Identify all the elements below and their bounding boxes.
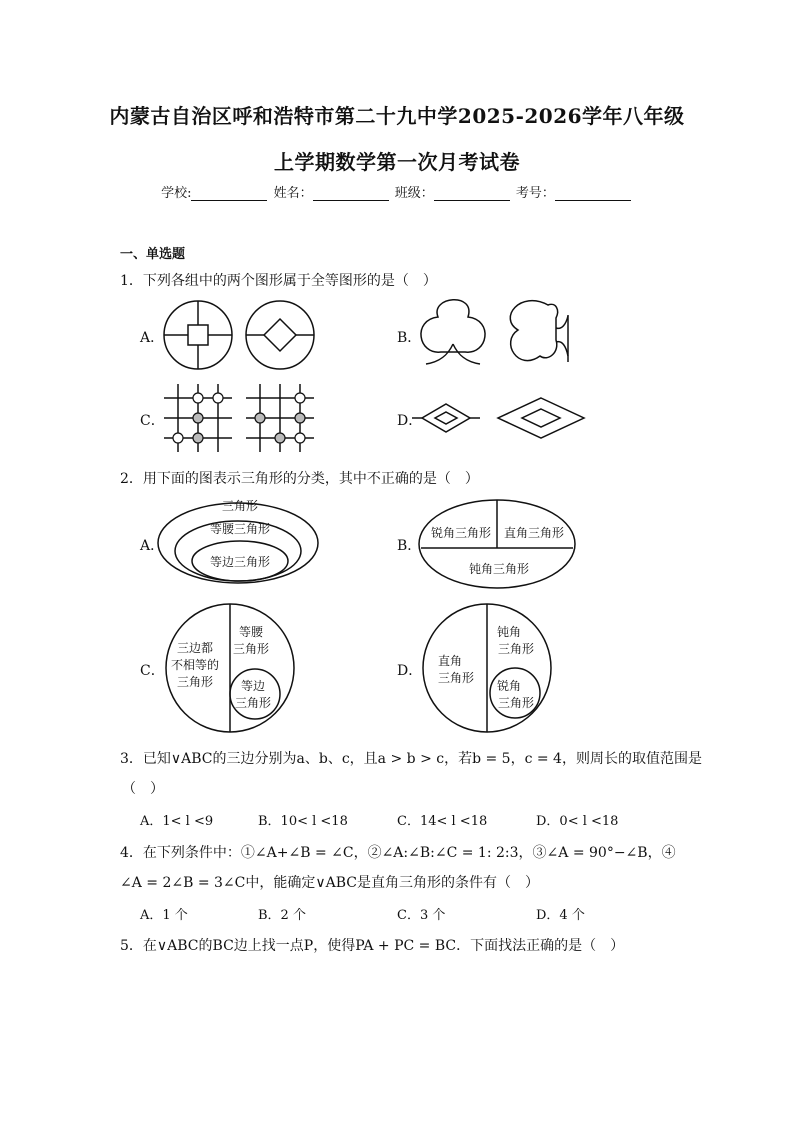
question-4-stem-line1: 4．在下列条件中：①∠A+∠B = ∠C，②∠A:∠B:∠C = 1: 2:3，③∠A = 90°−∠B，④ [120,845,676,861]
q4-option-d[interactable]: D．4 个 [536,908,585,923]
q2-c-text: 三边都 [176,641,214,655]
q1-c-gray-dot [193,433,203,443]
q1-c-gray-dot [255,413,265,423]
q3-option-a[interactable]: A．1< l <9 [140,814,214,829]
q2-d-text: 三角形 [497,696,535,710]
q1-option-b-label[interactable]: B． [397,330,422,346]
exam-number-label: 考号： [515,186,555,201]
q1-c-gray-dot [295,413,305,423]
name-label: 姓名： [273,186,313,201]
exam-title-line1: 内蒙古自治区呼和浩特市第二十九中学2025-2026学年八年级 [109,104,685,128]
q2-option-c-label[interactable]: C． [140,663,165,679]
q2-d-text: 锐角 [496,679,522,693]
q4-option-a[interactable]: A．1 个 [140,908,188,923]
q2-d-text: 直角 [437,654,463,668]
q2-c-text: 不相等的 [170,658,220,672]
school-label: 学校: [161,186,192,201]
q1-c-white-dot [295,393,305,403]
q2-option-a-label[interactable]: A． [140,538,165,554]
q3-option-d[interactable]: D．0< l <18 [536,814,619,829]
q2-d-text: 钝角 [496,625,522,639]
q1-c-white-dot [173,433,183,443]
q1-b-rotated-clover-figure [510,301,568,362]
question-3-stem: 3．已知∨ABC的三边分别为a、b、c，且a > b > c，若b = 5，c = 4，则周长的取值范围是 [120,751,702,767]
exam-title-line2: 上学期数学第一次月考试卷 [274,150,520,174]
q1-b-clover-figure [421,300,485,364]
class-label: 班级： [394,186,434,201]
q2-d-text: 三角形 [497,642,535,656]
q1-a-circle-diamond-figure [246,301,314,369]
q2-a-outer-ellipse [158,503,318,583]
q2-c-inner-circle [230,669,280,719]
question-2-stem: 2．用下面的图表示三角形的分类，其中不正确的是（ ） [120,471,479,487]
q1-c-white-dot [295,433,305,443]
question-1-stem: 1．下列各组中的两个图形属于全等图形的是（ ） [120,273,437,289]
q2-a-text: 三角形 [221,499,259,513]
section-title: 一、单选题 [120,247,186,262]
q2-c-text: 三角形 [234,696,272,710]
q1-option-d-label[interactable]: D． [397,413,423,429]
q4-option-c[interactable]: C．3 个 [397,908,446,923]
q1-d-large-diamond-figure [498,398,584,438]
q2-b-text: 钝角三角形 [468,562,530,576]
question-4-stem-line2: ∠A = 2∠B = 3∠C中，能确定∨ABC是直角三角形的条件有（ ） [120,875,539,891]
q1-c-gray-dot [275,433,285,443]
q2-c-text: 等边 [240,679,266,693]
q1-option-c-label[interactable]: C． [140,413,165,429]
q2-c-text: 三角形 [232,642,270,656]
q2-option-d-label[interactable]: D． [397,663,423,679]
q2-option-b-label[interactable]: B． [397,538,422,554]
q4-option-b[interactable]: B．2 个 [258,908,306,923]
q1-c-white-dot [213,393,223,403]
question-3-answer-bracket: （ ） [122,781,164,797]
q2-c-text: 等腰 [238,625,264,639]
q3-option-c[interactable]: C．14< l <18 [397,814,488,829]
q1-c-white-dot [193,393,203,403]
q1-option-a-label[interactable]: A． [140,330,165,346]
q3-option-b[interactable]: B．10< l <18 [258,814,348,829]
q2-d-inner-circle [490,668,540,718]
q2-c-text: 三角形 [176,675,214,689]
q2-a-text: 等边三角形 [209,555,271,569]
q2-b-text: 直角三角形 [503,526,565,540]
q2-d-text: 三角形 [437,671,475,685]
q1-a-circle-square-figure [164,301,232,369]
question-5-stem: 5．在∨ABC的BC边上找一点P，使得PA + PC = BC．下面找法正确的是（ ） [120,938,625,954]
q2-a-text: 等腰三角形 [209,522,271,536]
q1-c-gray-dot [193,413,203,423]
q2-b-text: 锐角三角形 [430,526,492,540]
q1-d-small-diamond-figure [412,404,480,432]
